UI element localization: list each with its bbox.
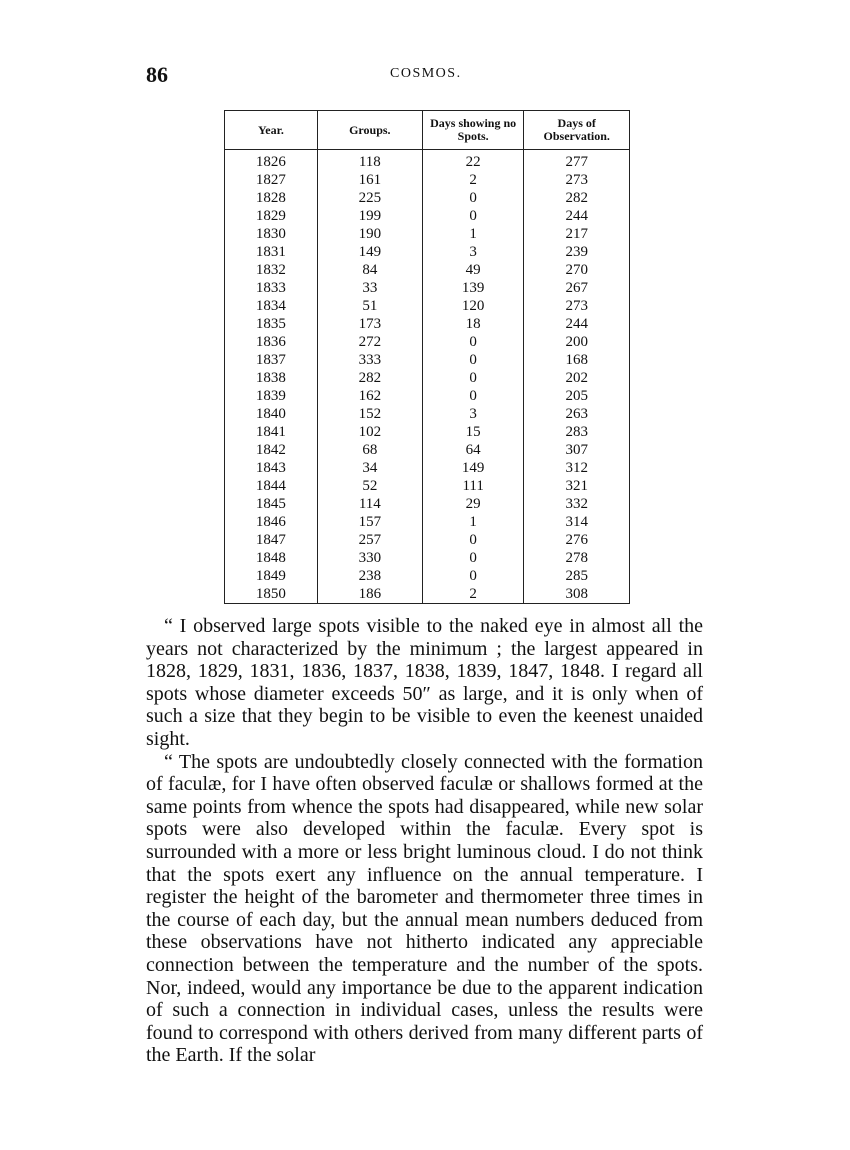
cell-days-observation: 217 xyxy=(524,225,630,243)
table-row xyxy=(225,279,630,297)
table-row xyxy=(225,387,630,405)
cell-days-no-spots: 0 xyxy=(422,567,524,585)
table-row xyxy=(225,549,630,567)
cell-year: 1837 xyxy=(225,351,318,369)
cell-year: 1834 xyxy=(225,297,318,315)
body-text xyxy=(146,615,703,1067)
cell-year: 1827 xyxy=(225,171,318,189)
cell-year: 1842 xyxy=(225,441,318,459)
column-header-days-no-spots: Days showing no Spots. xyxy=(422,111,524,150)
cell-groups: 114 xyxy=(317,495,422,513)
cell-days-observation: 205 xyxy=(524,387,630,405)
cell-days-observation: 314 xyxy=(524,513,630,531)
cell-year: 1832 xyxy=(225,261,318,279)
cell-days-observation: 168 xyxy=(524,351,630,369)
table-row xyxy=(225,585,630,604)
cell-groups: 330 xyxy=(317,549,422,567)
running-title: COSMOS. xyxy=(390,66,462,81)
table-row xyxy=(225,261,630,279)
table-row xyxy=(225,351,630,369)
cell-groups: 149 xyxy=(317,243,422,261)
table-row xyxy=(225,459,630,477)
cell-days-no-spots: 0 xyxy=(422,549,524,567)
cell-days-no-spots: 0 xyxy=(422,369,524,387)
cell-days-observation: 270 xyxy=(524,261,630,279)
cell-days-no-spots: 29 xyxy=(422,495,524,513)
cell-days-no-spots: 3 xyxy=(422,405,524,423)
cell-days-observation: 244 xyxy=(524,315,630,333)
paragraph: “ The spots are undoubtedly closely connected with the formation of faculæ, for I have often observed faculæ or shallows formed at the same points from whence the spots had disappeared, while new solar spots were also developed within the faculæ. Every spot is surrounded with a more or less bright luminous cloud. I do not think that the spots exert any influence on the annual temperature. I register the height of the barometer and thermometer three times in the course of each day, but the annual mean numbers deduced from these observations have not hitherto indicated any appreciable connection between the temperature and the number of the spots. Nor, indeed, would any importance be due to the apparent indication of such a connection in individual cases, unless the results were found to correspond with others derived from many different parts of the Earth. If the solar xyxy=(146,750,703,1067)
table-header-row xyxy=(225,111,630,150)
cell-days-observation: 283 xyxy=(524,423,630,441)
cell-days-no-spots: 1 xyxy=(422,513,524,531)
cell-year: 1847 xyxy=(225,531,318,549)
cell-groups: 225 xyxy=(317,189,422,207)
cell-year: 1838 xyxy=(225,369,318,387)
cell-year: 1841 xyxy=(225,423,318,441)
cell-days-no-spots: 149 xyxy=(422,459,524,477)
cell-groups: 51 xyxy=(317,297,422,315)
cell-days-observation: 202 xyxy=(524,369,630,387)
column-header-groups: Groups. xyxy=(317,111,422,150)
table-row xyxy=(225,531,630,549)
cell-days-no-spots: 120 xyxy=(422,297,524,315)
table-row xyxy=(225,225,630,243)
table-row xyxy=(225,315,630,333)
cell-groups: 84 xyxy=(317,261,422,279)
table-row xyxy=(225,369,630,387)
cell-year: 1836 xyxy=(225,333,318,351)
cell-days-observation: 278 xyxy=(524,549,630,567)
cell-days-no-spots: 3 xyxy=(422,243,524,261)
cell-groups: 199 xyxy=(317,207,422,225)
cell-days-observation: 276 xyxy=(524,531,630,549)
cell-days-no-spots: 2 xyxy=(422,585,524,604)
cell-groups: 118 xyxy=(317,150,422,172)
cell-year: 1835 xyxy=(225,315,318,333)
cell-year: 1826 xyxy=(225,150,318,172)
cell-days-no-spots: 1 xyxy=(422,225,524,243)
cell-year: 1844 xyxy=(225,477,318,495)
cell-groups: 102 xyxy=(317,423,422,441)
cell-days-observation: 321 xyxy=(524,477,630,495)
cell-days-no-spots: 0 xyxy=(422,333,524,351)
cell-days-observation: 263 xyxy=(524,405,630,423)
column-header-year: Year. xyxy=(225,111,318,150)
cell-days-no-spots: 64 xyxy=(422,441,524,459)
cell-days-observation: 267 xyxy=(524,279,630,297)
table-row xyxy=(225,567,630,585)
cell-days-observation: 285 xyxy=(524,567,630,585)
table-row xyxy=(225,477,630,495)
cell-year: 1833 xyxy=(225,279,318,297)
table-row xyxy=(225,150,630,172)
cell-groups: 52 xyxy=(317,477,422,495)
cell-days-no-spots: 18 xyxy=(422,315,524,333)
cell-days-no-spots: 0 xyxy=(422,387,524,405)
cell-days-observation: 282 xyxy=(524,189,630,207)
cell-days-observation: 307 xyxy=(524,441,630,459)
cell-days-no-spots: 2 xyxy=(422,171,524,189)
cell-groups: 162 xyxy=(317,387,422,405)
cell-days-no-spots: 0 xyxy=(422,189,524,207)
cell-year: 1839 xyxy=(225,387,318,405)
cell-days-observation: 200 xyxy=(524,333,630,351)
cell-days-no-spots: 49 xyxy=(422,261,524,279)
cell-days-observation: 273 xyxy=(524,297,630,315)
cell-days-observation: 273 xyxy=(524,171,630,189)
table-row xyxy=(225,441,630,459)
table-row xyxy=(225,171,630,189)
sunspot-table xyxy=(224,110,630,604)
cell-year: 1845 xyxy=(225,495,318,513)
cell-groups: 161 xyxy=(317,171,422,189)
cell-days-no-spots: 139 xyxy=(422,279,524,297)
cell-year: 1848 xyxy=(225,549,318,567)
cell-days-observation: 244 xyxy=(524,207,630,225)
cell-year: 1849 xyxy=(225,567,318,585)
cell-year: 1846 xyxy=(225,513,318,531)
cell-days-observation: 332 xyxy=(524,495,630,513)
table-row xyxy=(225,513,630,531)
cell-year: 1843 xyxy=(225,459,318,477)
cell-days-observation: 312 xyxy=(524,459,630,477)
cell-days-no-spots: 22 xyxy=(422,150,524,172)
table-row xyxy=(225,207,630,225)
table-row xyxy=(225,405,630,423)
cell-groups: 333 xyxy=(317,351,422,369)
cell-days-no-spots: 0 xyxy=(422,207,524,225)
cell-groups: 238 xyxy=(317,567,422,585)
cell-days-no-spots: 111 xyxy=(422,477,524,495)
cell-groups: 68 xyxy=(317,441,422,459)
table-row xyxy=(225,243,630,261)
cell-days-observation: 277 xyxy=(524,150,630,172)
cell-year: 1840 xyxy=(225,405,318,423)
table-row xyxy=(225,495,630,513)
cell-year: 1829 xyxy=(225,207,318,225)
cell-groups: 33 xyxy=(317,279,422,297)
cell-groups: 152 xyxy=(317,405,422,423)
cell-groups: 257 xyxy=(317,531,422,549)
cell-groups: 157 xyxy=(317,513,422,531)
cell-days-observation: 239 xyxy=(524,243,630,261)
table-body xyxy=(225,150,630,604)
table-row xyxy=(225,423,630,441)
cell-year: 1850 xyxy=(225,585,318,604)
cell-year: 1830 xyxy=(225,225,318,243)
cell-year: 1831 xyxy=(225,243,318,261)
cell-days-no-spots: 0 xyxy=(422,351,524,369)
cell-groups: 272 xyxy=(317,333,422,351)
cell-days-observation: 308 xyxy=(524,585,630,604)
paragraph: “ I observed large spots visible to the naked eye in almost all the years not characterized by the minimum ; the largest appeared in 1828, 1829, 1831, 1836, 1837, 1838, 1839, 1847, 1848. I regard all spots whose diameter exceeds 50″ as large, and it is only when of such a size that they begin to be visible to even the keenest unaided sight. xyxy=(146,615,703,750)
cell-groups: 34 xyxy=(317,459,422,477)
table-row xyxy=(225,297,630,315)
cell-days-no-spots: 15 xyxy=(422,423,524,441)
cell-year: 1828 xyxy=(225,189,318,207)
column-header-days-observation: Days of Observation. xyxy=(524,111,630,150)
table-row xyxy=(225,333,630,351)
cell-groups: 186 xyxy=(317,585,422,604)
cell-groups: 173 xyxy=(317,315,422,333)
cell-days-no-spots: 0 xyxy=(422,531,524,549)
table-row xyxy=(225,189,630,207)
page-number: 86 xyxy=(146,62,168,87)
cell-groups: 190 xyxy=(317,225,422,243)
cell-groups: 282 xyxy=(317,369,422,387)
